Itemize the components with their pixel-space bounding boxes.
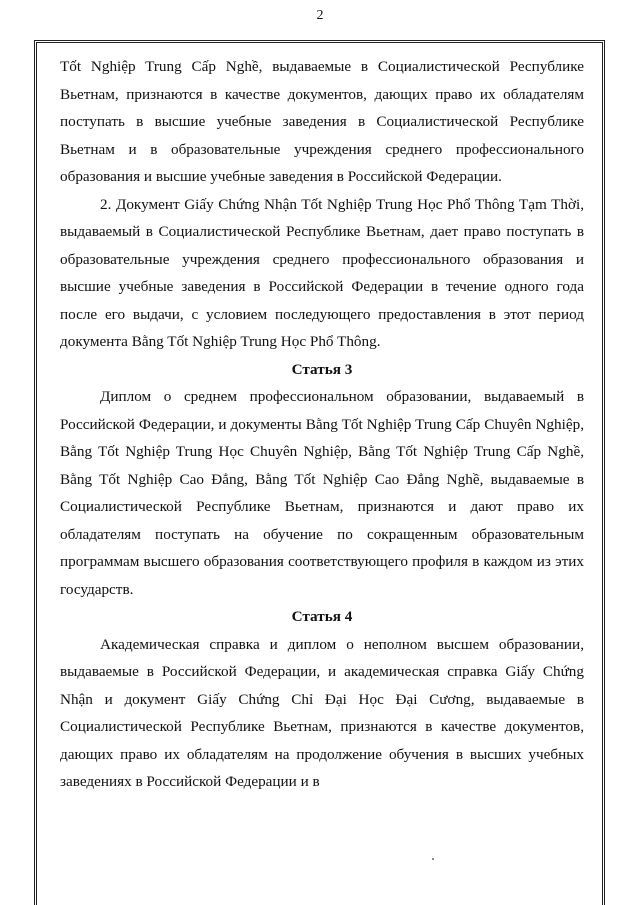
page-number: 2	[316, 8, 324, 23]
article-4-paragraph: Академическая справка и диплом о неполном высшем образовании, выдаваемые в Российской Федерации, и академическая справка Giấy Chứng Nhận и документ Giấy Chứng Chỉ Đại Học Đại Cương, выдаваемые в Социалистической Республике Вьетнам, признаются в качестве документов, дающих право их обладателям на продолжение обучения в высших учебных заведениях в Российской Федерации и в	[60, 635, 584, 790]
paragraph-continuation: Tốt Nghiệp Trung Cấp Nghề, выдаваемые в Социалистической Республике Вьетнам, признаются в качестве документов, дающих право их обладателям поступать в высшие учебные заведения в Социалистической Республике Вьетнам и в образовательные учреждения среднего профессионального образования и высшие учебные заведения в Российской Федерации.	[60, 58, 584, 185]
scan-speck	[432, 858, 434, 860]
paragraph-item-2: 2. Документ Giấy Chứng Nhận Tốt Nghiệp Trung Học Phổ Thông Tạm Thời, выдаваемый в Социалистической Республике Вьетнам, дает право поступать в образовательные учреждения среднего профессионального образования и высшие учебные заведения в Российской Федерации в течение одного года после его выдачи, с условием последующего предоставления в этот период документа Bằng Tốt Nghiệp Trung Học Phổ Thông.	[60, 195, 584, 350]
article-3-paragraph: Диплом о среднем профессиональном образовании, выдаваемый в Российской Федерации, и документы Bằng Tốt Nghiệp Trung Cấp Chuyên Nghiệp, Bằng Tốt Nghiệp Trung Học Chuyên Nghiệp, Bằng Tốt Nghiệp Trung Cấp Nghề, Bằng Tốt Nghiệp Cao Đẳng, Bằng Tốt Nghiệp Cao Đẳng Nghề, выдаваемые в Социалистической Республике Вьетнам, признаются и дают право их обладателям поступать на обучение по сокращенным образовательным программам высшего образования соответствующего профиля в каждом из этих государств.	[60, 388, 584, 598]
article-4-heading: Статья 4	[291, 608, 353, 625]
article-3-heading: Статья 3	[291, 360, 353, 378]
document-body	[60, 53, 584, 796]
